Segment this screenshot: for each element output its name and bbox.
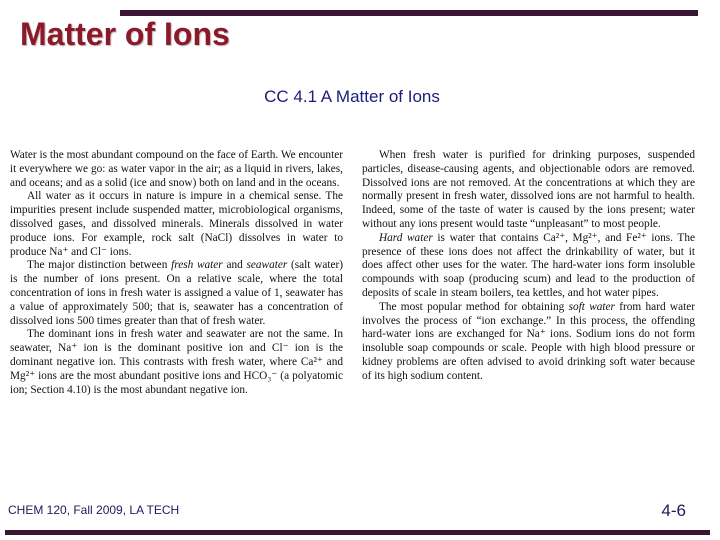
left-paragraph-4: The dominant ions in fresh water and seawater are not the same. In seawater, Na⁺ ion is the dominant positive ion and Cl⁻ ion is the dominant negative ion. This contrasts with fresh water, where Ca²⁺ and Mg²⁺ ions are the most abundant positive ions and HCO₃⁻ (a polyatomic ion; Section 4.10) is the most abundant negative ion. — [10, 328, 343, 396]
left-paragraph-3-mid: and — [222, 259, 247, 272]
right-paragraph-2 — [362, 232, 695, 301]
course-footer: CHEM 120, Fall 2009, LA TECH — [8, 503, 180, 517]
slide-number: 4-6 — [661, 501, 686, 520]
term-seawater: seawater — [246, 259, 288, 272]
term-fresh-water: fresh water — [171, 259, 223, 272]
right-paragraph-2-rest: is water that contains Ca²⁺, Mg²⁺, and Fe²⁺ ions. The presence of these ions does not affect the drinkability of water, but it does affect other uses for the water. The hard-water ions form insoluble compounds with soap (producing scum) and lead to the production of deposits of scale in steam boilers, tea kettles, and hot water pipes. — [362, 231, 695, 299]
left-paragraph-2: All water as it occurs in nature is impure in a chemical sense. The impurities present include suspended matter, microbiological organisms, dissolved gases, and dissolved minerals. Minerals dissolved in water produce ions. For example, rock salt (NaCl) dissolves in water to produce Na⁺ and Cl⁻ ions. — [10, 190, 343, 258]
right-text-column — [362, 149, 695, 384]
term-soft-water: soft water — [568, 300, 615, 313]
left-paragraph-3-end: (salt water) is the number of ions present. On a relative scale, where the total concentration of ions in fresh water is assigned a value of 1, seawater has a value of approximately 500; that is, seawater has a concentration of dissolved ions 500 times greater than that of fresh water. — [10, 259, 344, 327]
right-paragraph-3 — [362, 301, 695, 384]
left-paragraph-3-start: The major distinction between — [26, 259, 172, 272]
left-text-column — [10, 149, 343, 397]
slide-subtitle: CC 4.1 A Matter of Ions — [264, 87, 440, 106]
right-paragraph-3-start: The most popular method for obtaining — [378, 300, 569, 313]
slide-title: Matter of Ions — [20, 16, 230, 52]
term-hard-water: Hard water — [378, 231, 433, 244]
bottom-divider-bar — [5, 530, 710, 535]
left-paragraph-1: Water is the most abundant compound on the face of Earth. We encounter it everywhere we go: as water vapor in the air; as a liquid in rivers, lakes, and oceans; and as a solid (ice and snow) both on land and in the oceans. — [10, 149, 343, 189]
right-paragraph-1: When fresh water is purified for drinking purposes, suspended particles, disease-causing agents, and objectionable odors are removed. Dissolved ions are not removed. At the concentrations at which they are normally present in fresh water, dissolved ions are not harmful to health. Indeed, some of the taste of water is caused by the ions present; water without any ions present would taste “unpleasant” to most people. — [362, 149, 695, 230]
left-paragraph-3 — [10, 259, 343, 328]
right-paragraph-3-end: from hard water involves the process of “ion exchange.” In this process, the offending hard-water ions are exchanged for Na⁺ ions. Sodium ions do not form insoluble soap compounds or scale. People with high blood pressure or kidney problems are often advised to avoid drinking soft water because of its high sodium content. — [362, 300, 696, 382]
